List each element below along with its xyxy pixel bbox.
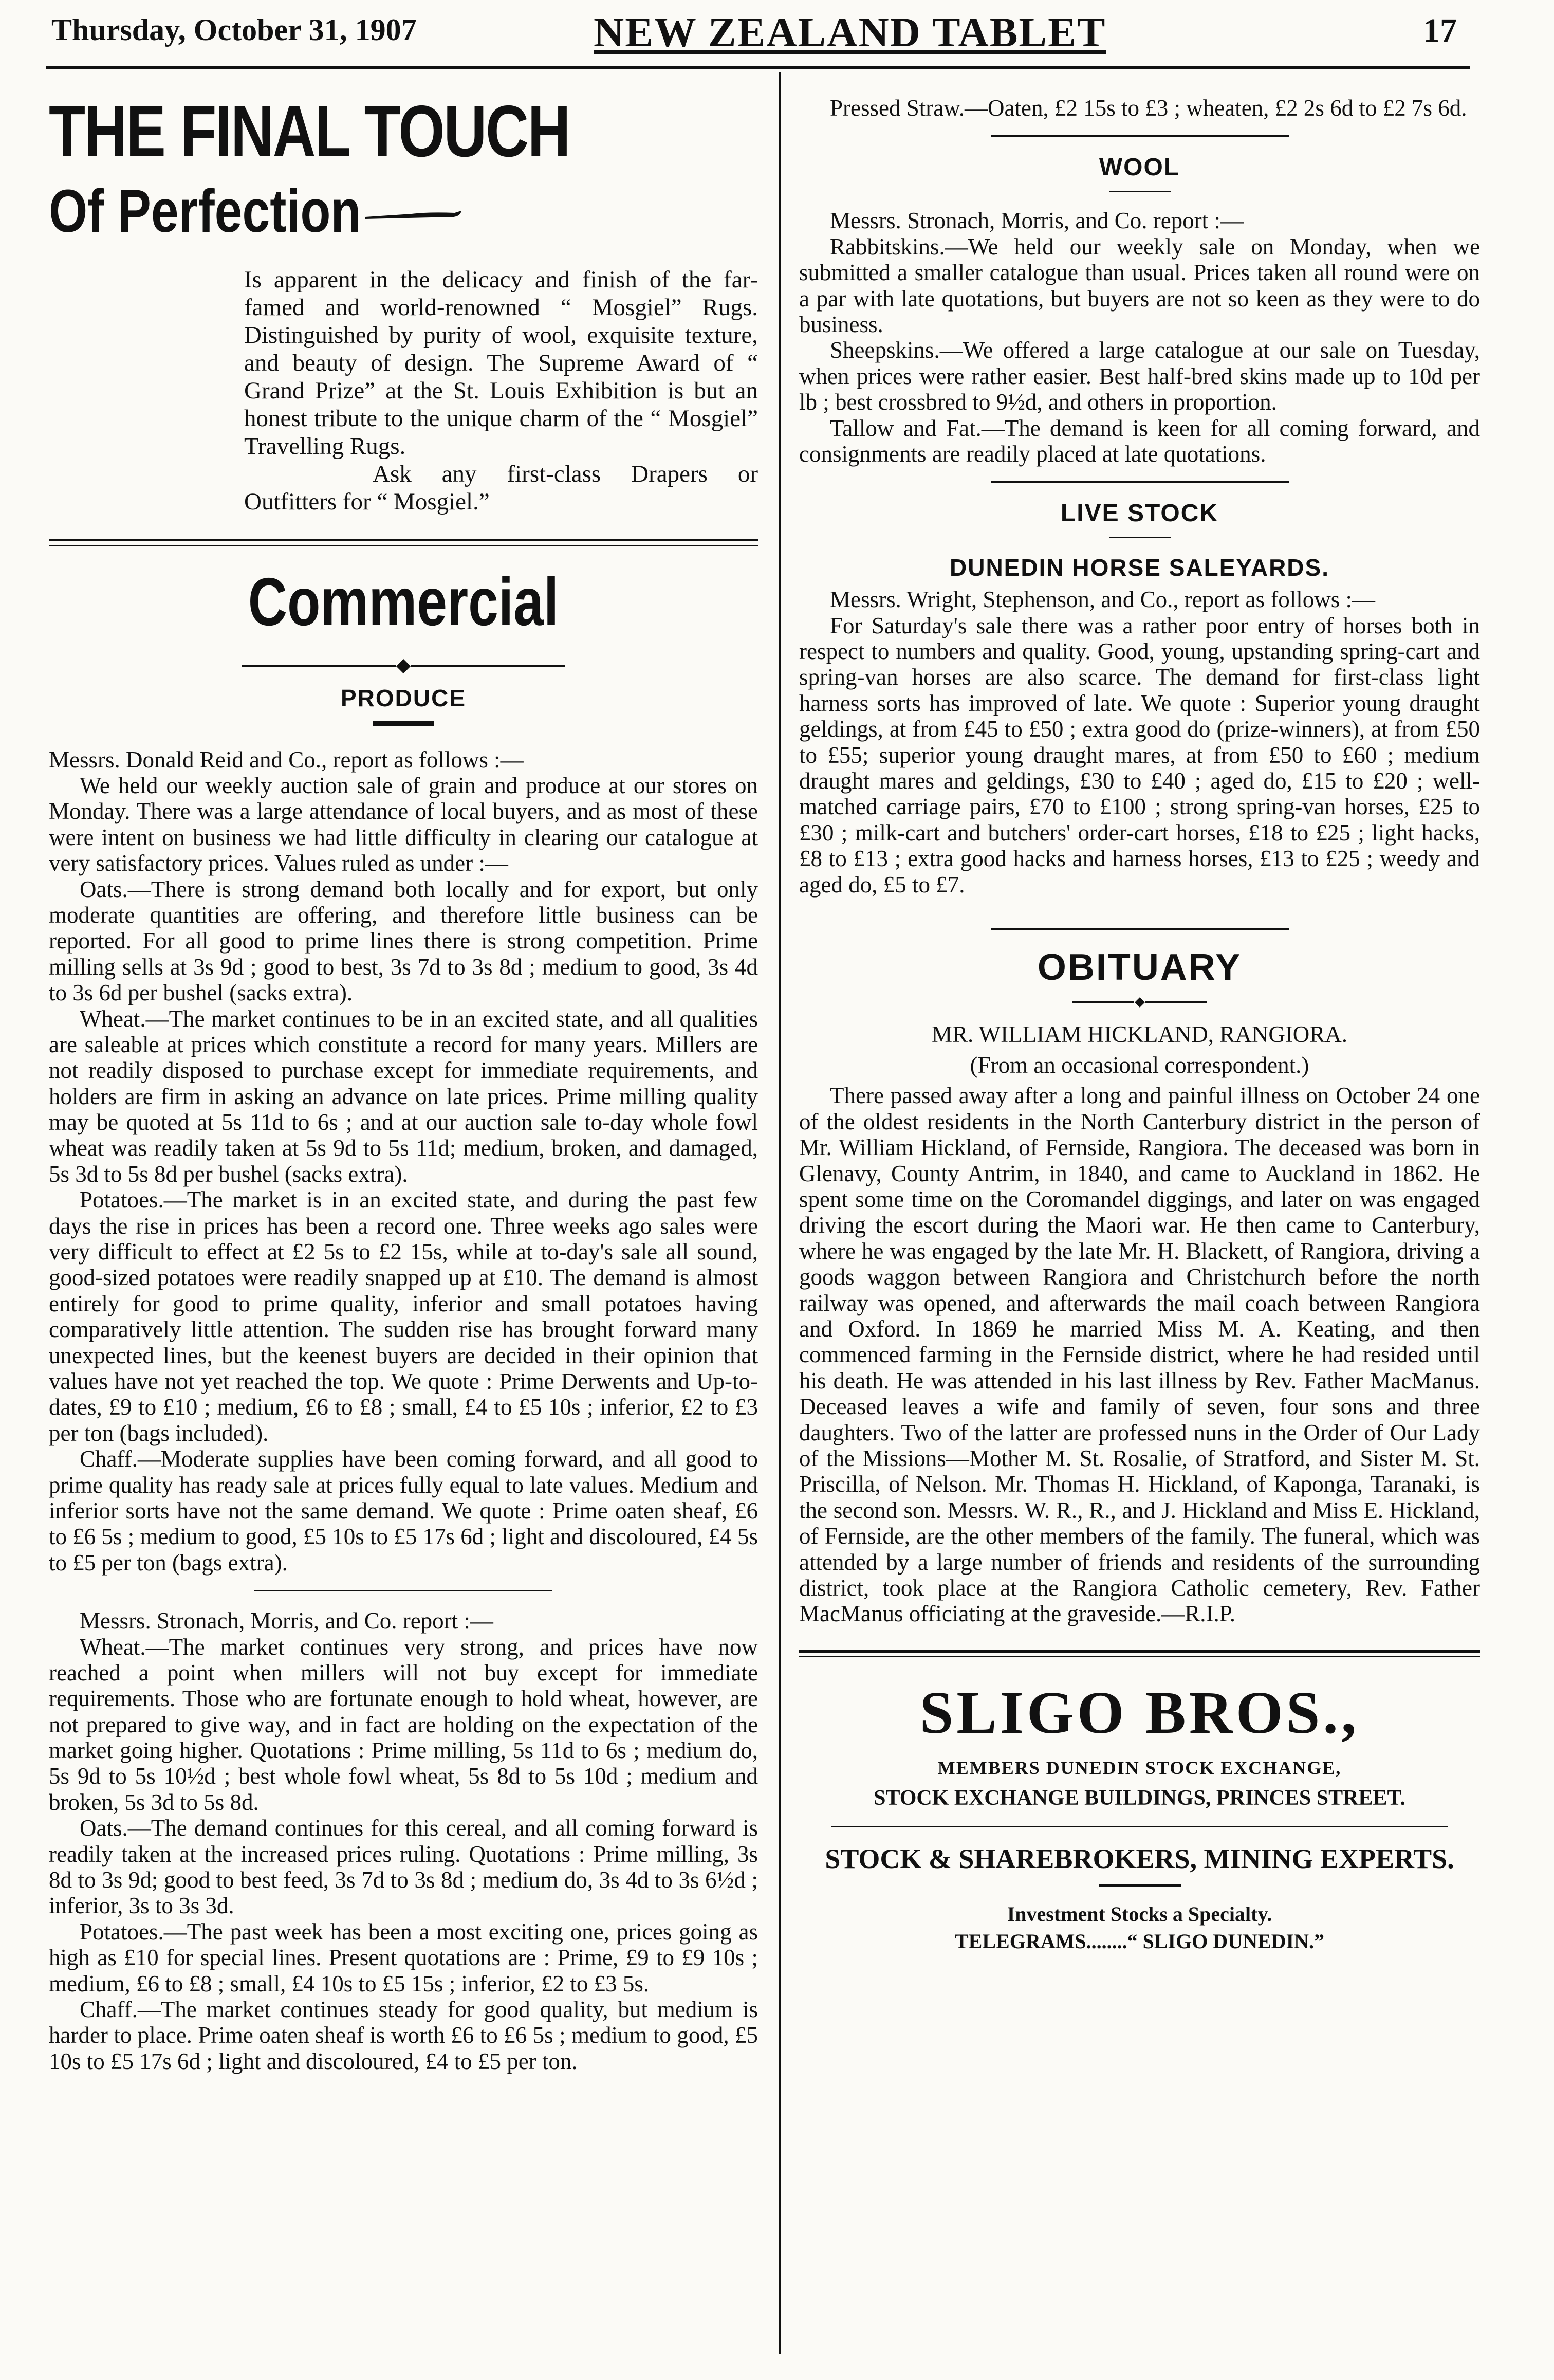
ornament-divider [49,661,758,671]
commercial-heading: Commercial [248,564,559,640]
right-column [799,95,1480,1953]
left-column [49,90,758,2074]
stronach-chaff: Chaff.—The market continues steady for good quality, but medium is harder to place. Prime oaten sheaf is worth £6 to £6 5s ; medium to good, £5 10s to £5 17s 6d ; light and discoloured, £4 to £5 per ton. [49,1996,758,2074]
advert-ask: Ask any first-class Drapers or Outfitters for “ Mosgiel.” [244,461,758,516]
ornament-divider [799,999,1480,1006]
saleyards-heading: DUNEDIN HORSE SALEYARDS. [950,554,1329,581]
reid-oats: Oats.—There is strong demand both locally and for export, but only moderate quantities are offering, and therefore little business can be reported. For all good to prime lines there is strong competition. Prime milling sells at 3s 9d ; good to best, 3s 7d to 3s 8d ; medium to good, 3s 4d to 3s 6d per bushel (sacks extra). [49,876,758,1006]
stronach-intro: Messrs. Stronach, Morris, and Co. report :— [80,1608,493,1634]
livestock-heading: LIVE STOCK [1060,500,1219,527]
advert-rule [1099,1884,1181,1887]
advert-title: THE FINAL TOUCH [49,90,570,172]
mosgiel-advert [49,90,758,516]
sligo-advert [799,1678,1480,1953]
advert-rule [831,1826,1448,1827]
obituary-heading: OBITUARY [1037,946,1242,988]
stronach-oats: Oats.—The demand continues for this cereal, and all coming forward is readily taken at the increased prices ruling. Quotations : Prime milling, 3s 8d to 3s 9d; good to best feed, 3s 7d to 3s 8d ; medium do, 3s 4d to 3s 6½d ; inferior, 3s to 3s 3d. [49,1815,758,1919]
sligo-name: SLIGO BROS., [919,1678,1360,1746]
heading-rule [1109,191,1171,192]
heading-rule [373,721,434,726]
wool-tallow: Tallow and Fat.—The demand is keen for all coming forward, and consignments are readily placed at late quotations. [799,415,1480,467]
obituary-source: (From an occasional correspondent.) [970,1052,1309,1078]
wool-rabbitskins: Rabbitskins.—We held our weekly sale on Monday, when we submitted a smaller catalogue than usual. Prices taken all round were on a par with late quotations, but buyers are not so keen as they were to do business. [799,233,1480,337]
reid-intro: Messrs. Donald Reid and Co., report as follows :— [49,746,524,773]
sligo-members: MEMBERS DUNEDIN STOCK EXCHANGE, [937,1757,1342,1778]
sligo-speciality: Investment Stocks a Specialty. [1007,1902,1272,1926]
wool-sheepskins: Sheepskins.—We offered a large catalogue at our sale on Tuesday, when prices were rather easier. Best half-bred skins made up to 10d per lb ; best crossbred to 9½d, and others in proportion. [799,337,1480,415]
diamond-icon [396,658,411,673]
advert-body [244,266,758,516]
stronach-straw: Pressed Straw.—Oaten, £2 15s to £3 ; wheaten, £2 2s 6d to £2 7s 6d. [830,95,1467,121]
advert-subtitle-row [49,178,631,245]
diamond-icon [1135,997,1145,1008]
stronach-wheat: Wheat.—The market continues very strong, and prices have now reached a point when millers will not buy except for immediate requirements. Those who are fortunate enough to hold wheat, however, are not prepared to give way, and in fact are holding on the expectation of the market going higher. Quotations : Prime milling, 5s 11d to 6s ; medium do, 5s 9d to 5s 10½d ; best whole fowl wheat, 5s 8d to 5s 10d ; medium and broken, 5s 3d to 5s 8d. [49,1634,758,1815]
stronach-potatoes: Potatoes.—The past week has been a most exciting one, prices going as high as £10 for special lines. Present quotations are : Prime, £9 to £9 10s ; medium, £6 to £8 ; small, £4 10s to £5 15s ; inferior, £2 to £3 5s. [49,1918,758,1997]
advert-subtitle: Of Perfection [49,177,361,245]
obituary-body: There passed away after a long and painful illness on October 24 one of the oldest residents in the North Canterbury district in the person of Mr. William Hickland, of Fernside, Rangiora. The deceased was born in Glenavy, County Antrim, in 1840, and came to Auckland in 1862. He spent some time on the Coromandel diggings, and later on was engaged driving the escort during the Maori war. He then came to Canterbury, where he was engaged by the late Mr. H. Blackett, of Rangiora, driving a goods waggon between Rangiora and Christchurch before the north railway was opened, and afterwards the mail coach between Rangiora and Oxford. In 1869 he married Miss M. A. Keating, and then commenced farming in the Fernside district, where he had resided until his death. He was attended in his last illness by Rev. Father MacManus. Deceased leaves a wife and family of seven, four sons and three daughters. Two of the latter are professed nuns in the Order of Our Lady of the Missions—Mother M. St. Rosalie, of Stratford, and Sister M. St. Priscilla, of Nelson. Mr. Thomas H. Hickland, of Kaponga, Taranaki, is the second son. Messrs. W. R., R., and J. Hickland and Miss E. Hickland, of Fernside, are the other members of the family. The funeral, which was attended by a large number of friends and residents of the surrounding district, took place at the Rangiora Catholic cemetery, Rev. Father MacManus officiating at the graveside.—R.I.P. [799,1083,1480,1627]
reid-paragraph: We held our weekly auction sale of grain and produce at our stores on Monday. There was a large attendance of local buyers, and as most of these were intent on business we had little difficulty in clearing our catalogue at very satisfactory prices. Values ruled as under :— [49,773,758,876]
advert-text: Is apparent in the delicacy and finish of the far-famed and world-renowned “ Mosgiel” Rugs. Distinguished by purity of wool, exquisite texture, and beauty of design. The Supreme Award of “ Grand Prize” at the St. Louis Exhibition is but an honest tribute to the unique charm of the “ Mosgiel” Travelling Rugs. [244,266,758,460]
heading-rule [1109,537,1171,538]
livestock-intro: Messrs. Wright, Stephenson, and Co., report as follows :— [830,587,1376,613]
obituary-name: MR. WILLIAM HICKLAND, RANGIORA. [931,1021,1348,1047]
issue-date: Thursday, October 31, 1907 [51,13,417,47]
page-header [39,7,1472,69]
header-rule [46,66,1470,69]
reid-potatoes: Potatoes.—The market is in an excited state, and during the past few days the rise in prices has been a record one. Three weeks ago sales were very difficult to effect at £2 5s to £2 15s, while at to-day's sale all sound, good-sized potatoes were readily snapped up at £10. The demand is almost entirely for good to prime quality, inferior and small potatoes having comparatively little attention. The sudden rise has brought forward many unexpected lines, but the keenest buyers are decided in their opinion that values have not yet reached the top. We quote : Prime Derwents and Up-to-dates, £9 to £10 ; medium, £6 to £8 ; small, £4 to £5 10s ; inferior, £2 to £3 per ton (bags included). [49,1187,758,1446]
sligo-telegrams: TELEGRAMS........“ SLIGO DUNEDIN.” [954,1929,1324,1953]
produce-heading: PRODUCE [340,684,467,711]
livestock-separator [991,481,1289,483]
page-number: 17 [1423,12,1457,49]
section-rule [799,1650,1480,1657]
wool-heading: WOOL [1099,154,1180,181]
section-rule [49,539,758,546]
reid-wheat: Wheat.—The market continues to be in an excited state, and all qualities are saleable at prices which constitute a record for many years. Millers are not readily disposed to purchase except for immediate requirements, and holders are firm in asking an advance on late prices. Prime milling quality may be quoted at 5s 11d to 6s ; and at our auction sale to-day whole fowl wheat was readily taken at 5s 9d to 5s 11d; medium, broken, and damaged, 5s 3d to 5s 8d per bushel (sacks extra). [49,1005,758,1187]
report-separator [254,1590,552,1591]
livestock-body: For Saturday's sale there was a rather poor entry of horses both in respect to numbers and quality. Good, young, upstanding spring-cart and spring-van horses are also scarce. The demand for first-class light harness sorts has improved of late. We quote : Superior young draught geldings, at from £45 to £50 ; extra good do (prize-winners), at from £50 to £55; superior young draught mares, at from £50 to £60 ; medium draught mares and geldings, £30 to £40 ; aged do, £15 to £20 ; well-matched carriage pairs, £70 to £100 ; strong spring-van horses, £25 to £30 ; milk-cart and butchers' order-cart horses, £18 to £25 ; light hacks, £8 to £13 ; extra good hacks and harness horses, £13 to £25 ; weedy and aged do, £5 to £7. [799,612,1480,898]
sligo-trade: STOCK & SHAREBROKERS, MINING EXPERTS. [825,1843,1454,1874]
wool-intro: Messrs. Stronach, Morris, and Co. report :— [830,208,1244,234]
column-rule [779,72,781,2354]
wool-separator [991,135,1289,137]
flourish-icon [365,202,462,222]
obituary-separator [991,928,1289,930]
masthead-title: NEW ZEALAND TABLET [594,9,1106,56]
reid-chaff: Chaff.—Moderate supplies have been coming forward, and all good to prime quality has ready sale at prices fully equal to late values. Medium and inferior sorts have not the same demand. We quote : Prime oaten sheaf, £6 to £6 5s ; medium to good, £5 10s to £5 17s 6d ; light and discoloured, £4 5s to £5 per ton (bags extra). [49,1446,758,1576]
sligo-address: STOCK EXCHANGE BUILDINGS, PRINCES STREET. [874,1786,1405,1810]
